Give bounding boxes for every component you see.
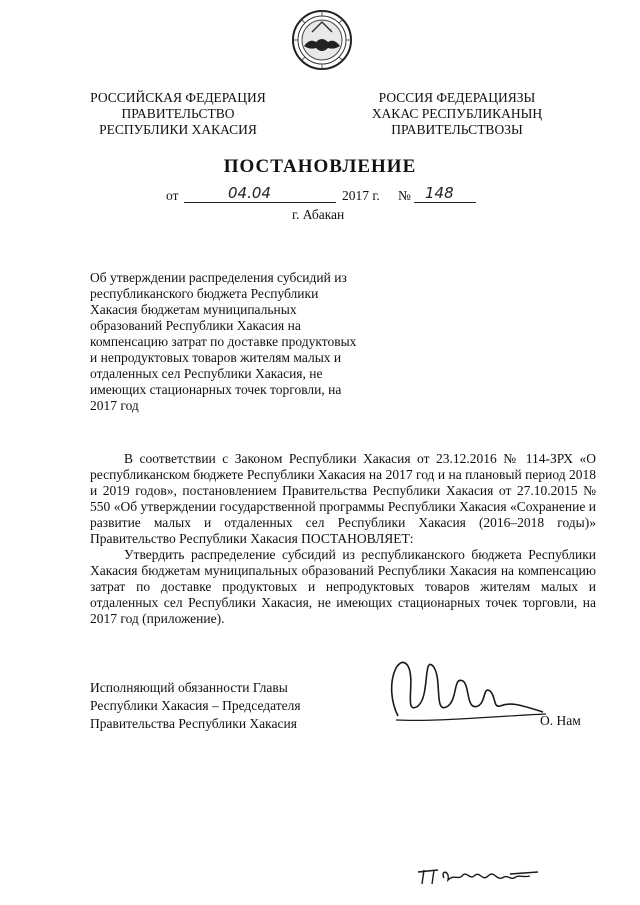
header-right-line: ХАКАС РЕСПУБЛИКАНЫҢ [371, 106, 543, 121]
date-from-label: от [166, 188, 179, 203]
header-left-line: РОССИЙСКАЯ ФЕДЕРАЦИЯ [90, 90, 266, 105]
subject-block [90, 270, 376, 414]
subject-line: образований Республики Хакасия на [90, 318, 301, 333]
subject-line: и непродуктовых товаров жителям малых и [90, 350, 342, 365]
body-paragraph-preamble: В соответствии с Законом Республики Хакасия от 23.12.2016 № 114-ЗРХ «О республиканском бюджете Республики Хакасия на 2017 год и на плановый период 2018 и 2019 годов», постановлением Правительства Республики Хакасия от 27.10.2015 № 550 «Об утверждении государственной программы Республики Хакасия «Сохранение и развитие малых и отдаленных сел Республики Хакасия (2016–2018 годы)» Правительство Республики Хакасия ПОСТАНОВЛЯЕТ: [90, 451, 596, 546]
body-paragraph-resolution: Утвердить распределение субсидий из республиканского бюджета Республики Хакасия бюджетам муниципальных образований Республики Хакасия на компенсацию затрат по доставке продуктовых и непродуктовых товаров жителям малых и отдаленных сел Республики Хакасия, не имеющих стационарных точек торговли, на 2017 год (приложение). [90, 547, 596, 626]
handwritten-signature [378, 646, 548, 726]
subject-line: 2017 год [90, 398, 139, 413]
date-handwritten: 04.04 [228, 184, 271, 202]
subject-line: компенсацию затрат по доставке продуктовых [90, 334, 357, 349]
body-text [90, 451, 596, 627]
document-title: ПОСТАНОВЛЕНИЕ [223, 156, 417, 177]
subject-line: имеющих стационарных точек торговли, на [90, 382, 342, 397]
signer-title-line: Исполняющий обязанности Главы [90, 680, 288, 695]
number-handwritten: 148 [425, 184, 454, 202]
header-left-line: ПРАВИТЕЛЬСТВО [121, 106, 235, 121]
subject-line: Хакасия бюджетам муниципальных [90, 302, 297, 317]
year-label: 2017 г. [342, 188, 380, 203]
number-label: № [398, 188, 411, 203]
header-right-block [357, 90, 557, 138]
handwritten-note [410, 850, 550, 890]
subject-line: отдаленных сел Республики Хакасия, не [90, 366, 323, 381]
coat-of-arms-emblem [290, 8, 354, 72]
header-left-line: РЕСПУБЛИКИ ХАКАСИЯ [99, 122, 257, 137]
header-right-line: РОССИЯ ФЕДЕРАЦИЯЗЫ [378, 90, 536, 105]
subject-line: республиканского бюджета Республики [90, 286, 319, 301]
signer-title-block [90, 679, 301, 733]
signer-name: О. Нам [540, 713, 581, 728]
city-label: г. Абакан [292, 207, 345, 222]
header-right-line: ПРАВИТЕЛЬСТВОЗЫ [391, 122, 523, 137]
subject-line: Об утверждении распределения субсидий из [90, 270, 347, 285]
signer-title-line: Республики Хакасия – Председателя [90, 698, 301, 713]
header-left-block [78, 90, 278, 138]
signer-title-line: Правительства Республики Хакасия [90, 716, 297, 731]
